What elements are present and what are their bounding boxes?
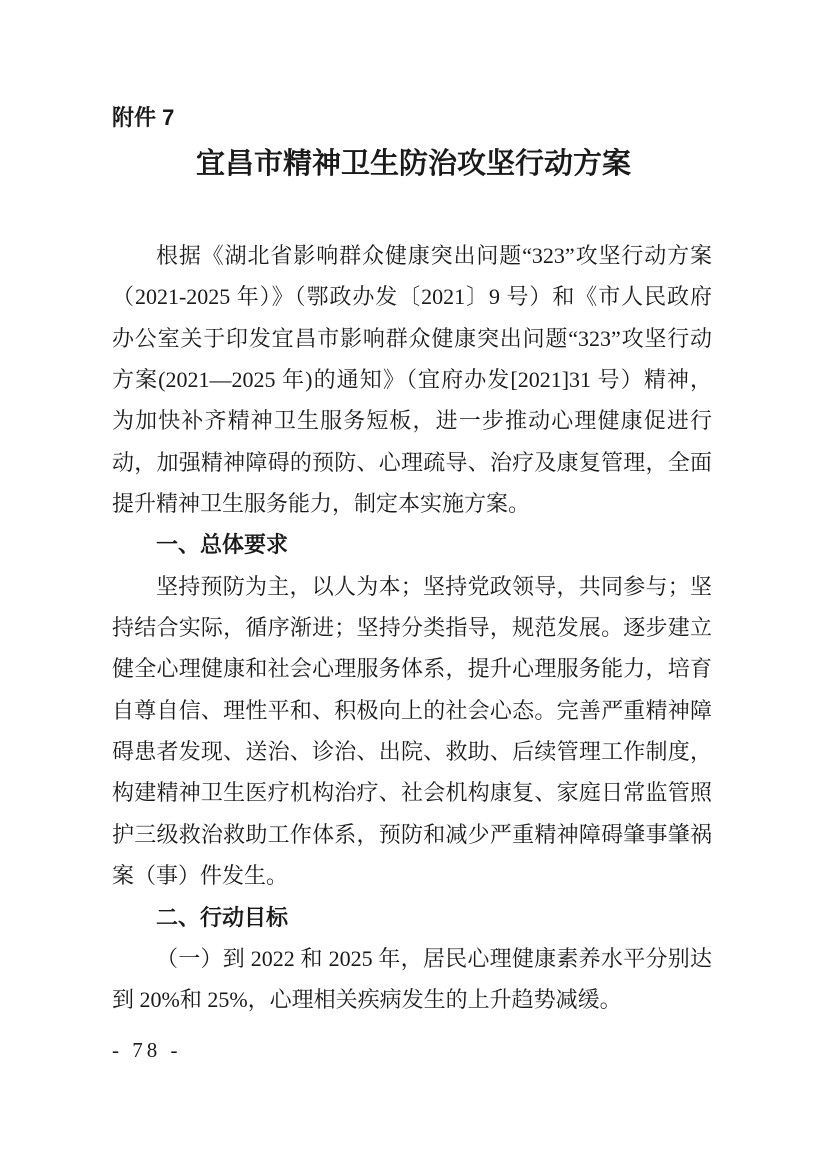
page-number: - 78 - [112, 1038, 182, 1062]
body-line: 动，加强精神障碍的预防、心理疏导、治疗及康复管理，全面 [112, 449, 712, 475]
body-line: 坚持预防为主，以人为本；坚持党政领导，共同参与；坚 [156, 573, 712, 599]
body-line: 提升精神卫生服务能力，制定本实施方案。 [112, 491, 531, 517]
section-heading: 二、行动目标 [156, 904, 289, 930]
body-line: 护三级救治救助工作体系，预防和减少严重精神障碍肇事肇祸 [112, 821, 712, 847]
attachment-label: 附件 7 [112, 105, 175, 130]
body-line: 办公室关于印发宜昌市影响群众健康突出问题“323”攻坚行动 [112, 325, 712, 351]
paragraph [112, 938, 712, 1021]
body-line: 自尊自信、理性平和、积极向上的社会心态。完善严重精神障 [112, 697, 712, 723]
paragraph [112, 235, 712, 524]
body-line: 根据《湖北省影响群众健康突出问题“323”攻坚行动方案 [156, 243, 712, 268]
body-line: （2021-2025 年）》（鄂政办发〔2021〕9 号）和《市人民政府 [112, 284, 712, 310]
body-line: 方案(2021—2025 年)的通知》（宜府办发[2021]31 号）精神， [112, 367, 712, 393]
body-line: （一）到 2022 和 2025 年，居民心理健康素养水平分别达 [156, 945, 712, 971]
body-line: 构建精神卫生医疗机构治疗、社会机构康复、家庭日常监管照 [112, 780, 712, 806]
section-heading: 一、总体要求 [156, 532, 289, 558]
body-line: 碍患者发现、送治、诊治、出院、救助、后续管理工作制度， [112, 739, 712, 765]
body-line: 案（事）件发生。 [112, 863, 289, 889]
body-line: 持结合实际，循序渐进；坚持分类指导，规范发展。逐步建立 [112, 615, 712, 641]
document-body [112, 235, 712, 1021]
paragraph [112, 566, 712, 897]
body-line: 健全心理健康和社会心理服务体系，提升心理服务能力，培育 [112, 656, 712, 682]
body-line: 到 20%和 25%，心理相关疾病发生的上升趋势减缓。 [112, 987, 622, 1013]
document-title: 宜昌市精神卫生防治攻坚行动方案 [195, 148, 631, 180]
body-line: 为加快补齐精神卫生服务短板，进一步推动心理健康促进行 [112, 408, 712, 434]
